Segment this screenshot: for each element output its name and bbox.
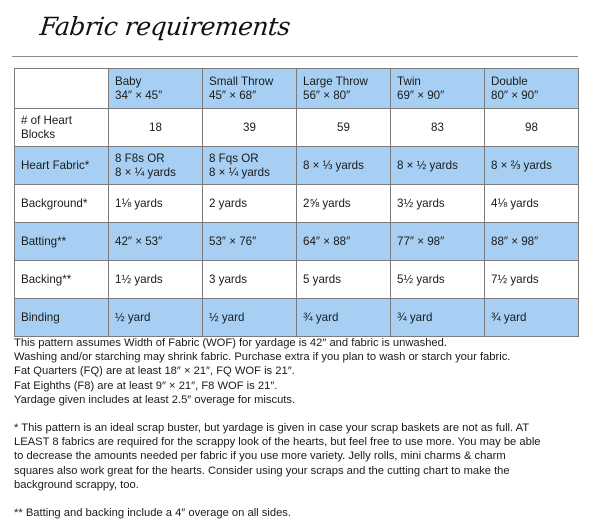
table-cell	[391, 299, 485, 337]
table-cell	[297, 299, 391, 337]
row-label: Background*	[15, 185, 109, 223]
cell-value: 8 × ⅓ yards	[303, 158, 364, 172]
table-row-batting	[15, 223, 579, 261]
cell-value: 5 yards	[303, 272, 342, 286]
table-cell	[203, 299, 297, 337]
cell-value: 53″ × 76″	[209, 234, 257, 248]
table-cell	[203, 261, 297, 299]
cell-value: 3½ yards	[397, 196, 445, 210]
note-line: Yardage given includes at least 2.5″ overage for miscuts.	[14, 393, 296, 406]
notes-paragraph-batting	[14, 506, 588, 520]
column-header-large-throw	[297, 69, 391, 109]
table-cell	[203, 109, 297, 147]
cell-value: 8 F8s OR	[115, 151, 165, 165]
cell-value: 4⅛ yards	[491, 196, 539, 210]
cell-value: 3 yards	[209, 272, 248, 286]
cell-value: 64″ × 88″	[303, 234, 351, 248]
table-cell	[203, 147, 297, 185]
row-label: Binding	[15, 299, 109, 337]
cell-value: 5½ yards	[397, 272, 445, 286]
cell-value: 8 × ¼ yards	[209, 165, 270, 179]
cell-value: 1⅛ yards	[115, 196, 163, 210]
cell-value: 2⅝ yards	[303, 196, 351, 210]
row-label: Heart Fabric*	[15, 147, 109, 185]
table-cell	[485, 223, 579, 261]
table-cell	[297, 185, 391, 223]
cell-value: ¾ yard	[397, 310, 433, 324]
page-title: Fabric requirements	[38, 12, 292, 41]
cell-value: 8 × ½ yards	[397, 158, 458, 172]
table-cell	[485, 299, 579, 337]
table-cell	[391, 185, 485, 223]
table-cell	[391, 147, 485, 185]
table-corner-cell	[15, 69, 109, 109]
table-cell	[485, 109, 579, 147]
cell-value: 83	[431, 120, 444, 134]
column-size: 80″ × 90″	[491, 88, 539, 102]
column-name: Small Throw	[209, 74, 274, 88]
table-cell	[485, 185, 579, 223]
column-name: Large Throw	[303, 74, 368, 88]
row-label: Batting**	[15, 223, 109, 261]
note-line: LEAST 8 fabrics are required for the scrappy look of the hearts, but feel free to use more. You may be able	[14, 436, 541, 449]
cell-value: ¾ yard	[491, 310, 527, 324]
table-cell	[109, 299, 203, 337]
table-cell	[297, 261, 391, 299]
note-line: * This pattern is an ideal scrap buster, but yardage is given in case your scrap baskets are not as full. AT	[14, 422, 530, 435]
column-size: 69″ × 90″	[397, 88, 445, 102]
cell-value: 98	[525, 120, 538, 134]
row-label: Backing**	[15, 261, 109, 299]
table-cell	[109, 261, 203, 299]
table-cell	[109, 109, 203, 147]
table-row-heart-fabric	[15, 147, 579, 185]
title-divider	[12, 56, 578, 57]
column-header-double	[485, 69, 579, 109]
cell-value: 88″ × 98″	[491, 234, 539, 248]
cell-value: 77″ × 98″	[397, 234, 445, 248]
cell-value: ½ yard	[209, 310, 245, 324]
cell-value: 42″ × 53″	[115, 234, 163, 248]
note-line: Fat Eighths (F8) are at least 9″ × 21″, F8 WOF is 21″.	[14, 379, 278, 392]
table-row-backing	[15, 261, 579, 299]
column-size: 45″ × 68″	[209, 88, 257, 102]
table-cell	[297, 147, 391, 185]
table-cell	[203, 185, 297, 223]
note-line: This pattern assumes Width of Fabric (WOF) for yardage is 42″ and fabric is unwashed.	[14, 337, 447, 349]
cell-value: ½ yard	[115, 310, 151, 324]
note-line: squares also work great for the hearts. Consider using your scraps and the cutting chart to make the	[14, 464, 510, 477]
cell-value: 39	[243, 120, 256, 134]
note-line: Fat Quarters (FQ) are at least 18″ × 21″, FQ WOF is 21″.	[14, 365, 295, 378]
table-cell	[485, 261, 579, 299]
cell-value: 1½ yards	[115, 272, 163, 286]
column-name: Twin	[397, 74, 421, 88]
column-size: 34″ × 45″	[115, 88, 163, 102]
note-line: ** Batting and backing include a 4″ overage on all sides.	[14, 507, 291, 520]
table-cell	[203, 223, 297, 261]
note-line: background scrappy, too.	[14, 478, 139, 491]
table-row-binding	[15, 299, 579, 337]
table-cell	[109, 147, 203, 185]
table-header-row	[15, 69, 579, 109]
note-line: Washing and/or starching may shrink fabric. Purchase extra if you plan to wash or starch your fabric.	[14, 351, 511, 364]
table-cell	[109, 223, 203, 261]
table-row-background	[15, 185, 579, 223]
fabric-requirements-table	[14, 68, 579, 337]
cell-value: ¾ yard	[303, 310, 339, 324]
column-header-small-throw	[203, 69, 297, 109]
column-header-twin	[391, 69, 485, 109]
cell-value: 8 Fqs OR	[209, 151, 259, 165]
table-row-heart-blocks	[15, 109, 579, 147]
table-cell	[297, 109, 391, 147]
cell-value: 18	[149, 120, 162, 134]
table-cell	[297, 223, 391, 261]
cell-value: 2 yards	[209, 196, 248, 210]
notes-paragraph-scrap	[14, 421, 588, 492]
column-name: Double	[491, 74, 528, 88]
column-name: Baby	[115, 74, 142, 88]
table-cell	[485, 147, 579, 185]
note-line: to decrease the amounts needed per fabric if you use more variety. Jelly rolls, mini charms & charm	[14, 450, 506, 463]
cell-value: 7½ yards	[491, 272, 539, 286]
cell-value: 8 × ⅔ yards	[491, 158, 552, 172]
table-cell	[391, 261, 485, 299]
column-size: 56″ × 80″	[303, 88, 351, 102]
column-header-baby	[109, 69, 203, 109]
table-cell	[391, 109, 485, 147]
table-cell	[109, 185, 203, 223]
table-cell	[391, 223, 485, 261]
cell-value: 59	[337, 120, 350, 134]
cell-value: 8 × ¼ yards	[115, 165, 176, 179]
notes-section	[14, 336, 588, 520]
notes-paragraph-wof	[14, 336, 588, 407]
row-label: # of Heart Blocks	[15, 109, 109, 147]
